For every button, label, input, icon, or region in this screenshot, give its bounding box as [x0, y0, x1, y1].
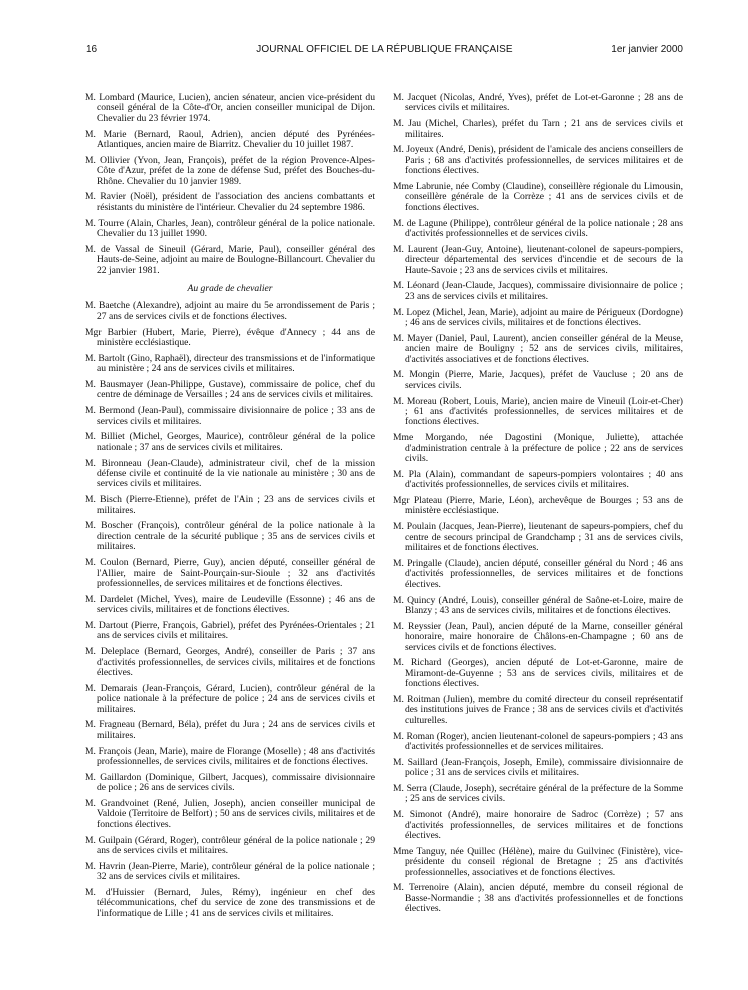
left-column: [85, 93, 375, 925]
list-item: M. Bartolt (Gino, Raphaël), directeur des transmissions et de l'informatique au ministère ; 24 ans de services civils et militaires.: [85, 352, 376, 375]
list-item: M. Dartout (Pierre, François, Gabriel), préfet des Pyrénées-Orientales ; 21 ans de services civils et militaires.: [85, 619, 375, 642]
list-item: M. Dardelet (Michel, Yves), maire de Leudeville (Essonne) ; 46 ans de services civils, militaires et de fonctions électives.: [85, 593, 375, 616]
list-item: M. François (Jean, Marie), maire de Florange (Moselle) ; 48 ans d'activités professionnelles, de services civils, militaires et de fonctions électives.: [85, 745, 375, 767]
list-item: M. d'Huissier (Bernard, Jules, Rémy), ingénieur en chef des télécommunications, chef du service de zone des transmissions et de l'informatique de Lille ; 41 ans de services civils et militaires.: [85, 886, 375, 919]
list-item: M. Billiet (Michel, Georges, Maurice), contrôleur général de la police nationale ; 37 ans de services civils et militaires.: [85, 431, 375, 453]
list-item: Mgr Barbier (Hubert, Marie, Pierre), évêque d'Annecy ; 44 ans de ministère ecclésiastique.: [85, 326, 375, 349]
list-item: M. Reyssier (Jean, Paul), ancien député de la Marne, conseiller général honoraire, maire honoraire de Châlons-en-Champagne ; 60 ans de services civils et de fonctions électives.: [393, 620, 683, 653]
list-item: M. Bausmayer (Jean-Philippe, Gustave), commissaire de police, chef du centre de déminage de Versailles ; 24 ans de services civils et militaires.: [85, 379, 375, 401]
page-number: 16: [86, 44, 98, 55]
left-bottom-entries: [85, 301, 375, 919]
issue-date: 1er janvier 2000: [611, 44, 683, 55]
list-item: M. Serra (Claude, Joseph), secrétaire général de la préfecture de la Somme ; 25 ans de services civils.: [393, 782, 683, 805]
list-item: M. Deleplace (Bernard, Georges, André), conseiller de Paris ; 37 ans d'activités professionnelles, de services civils, militaires et de fonctions électives.: [85, 646, 375, 678]
list-item: M. Bermond (Jean-Paul), commissaire divisionnaire de police ; 33 ans de services civils et militaires.: [85, 405, 375, 427]
list-item: M. Mayer (Daniel, Paul, Laurent), ancien conseiller général de la Meuse, ancien maire de Bouligny ; 52 ans de services civils, militaires, d'activités associatives et de fonctions électives.: [393, 332, 683, 365]
list-item: M. Marie (Bernard, Raoul, Adrien), ancien député des Pyrénées-Atlantiques, ancien maire de Biarritz. Chevalier du 10 juillet 1987.: [85, 128, 375, 151]
list-item: M. Bironneau (Jean-Claude), administrateur civil, chef de la mission défense civile et continuité de la vie nationale au ministère ; 30 ans de services civils et militaires.: [85, 457, 375, 490]
list-item: M. Havrin (Jean-Pierre, Marie), contrôleur général de la police nationale ; 32 ans de services civils et militaires.: [85, 860, 375, 883]
list-item: M. Tourre (Alain, Charles, Jean), contrôleur général de la police nationale. Chevalier du 13 juillet 1990.: [85, 217, 375, 240]
list-item: Mme Tanguy, née Quillec (Hélène), maire du Guilvinec (Finistère), vice-présidente du conseil régional de Bretagne ; 25 ans d'activités professionnelles, associatives et de fonctions électives.: [393, 845, 683, 878]
section-title: Au grade de chevalier: [187, 283, 273, 295]
page-header: [86, 44, 683, 60]
list-item: M. Grandvoinet (René, Julien, Joseph), ancien conseiller municipal de Valdoie (Territoire de Belfort) ; 50 ans de services civils, militaires et de fonctions électives.: [85, 797, 375, 830]
list-item: M. Laurent (Jean-Guy, Antoine), lieutenant-colonel de sapeurs-pompiers, directeur départemental des services d'incendie et de secours de la Haute-Savoie ; 23 ans de services civils et militaires.: [393, 243, 683, 276]
list-item: M. Pringalle (Claude), ancien député, conseiller général du Nord ; 46 ans d'activités professionnelles, de services militaires et de fonctions électives.: [393, 557, 683, 590]
list-item: M. Terrenoire (Alain), ancien député, membre du conseil régional de Basse-Normandie ; 38 ans d'activités professionnelles et de fonctions électives.: [393, 882, 683, 915]
list-item: M. Guilpain (Gérard, Roger), contrôleur général de la police nationale ; 29 ans de services civils et militaires.: [85, 834, 375, 856]
list-item: M. Lombard (Maurice, Lucien), ancien sénateur, ancien vice-président du conseil général de la Côte-d'Or, ancien conseiller municipal de Dijon. Chevalier du 23 février 1974.: [85, 92, 375, 124]
right-entries: [393, 93, 683, 915]
list-item: M. Poulain (Jacques, Jean-Pierre), lieutenant de sapeurs-pompiers, chef du centre de secours principal de Grandchamp ; 31 ans de services civils, militaires et de fonctions électives.: [393, 521, 683, 554]
list-item: M. Jau (Michel, Charles), préfet du Tarn ; 21 ans de services civils et militaires.: [393, 118, 683, 140]
list-item: M. Richard (Georges), ancien député de Lot-et-Garonne, maire de Miramont-de-Guyenne ; 53 ans de services civils, militaires et de fonctions électives.: [393, 657, 683, 690]
list-item: M. Joyeux (André, Denis), président de l'amicale des anciens conseillers de Paris ; 68 ans d'activités professionnelles, de services militaires et de fonctions électives.: [393, 144, 683, 177]
list-item: Mme Morgando, née Dagostini (Monique, Juliette), attachée d'administration centrale à la préfecture de police ; 22 ans de services civils.: [393, 432, 683, 465]
list-item: M. Bisch (Pierre-Etienne), préfet de l'Ain ; 23 ans de services civils et militaires.: [85, 494, 375, 516]
list-item: M. Mongin (Pierre, Marie, Jacques), préfet de Vaucluse ; 20 ans de services civils.: [393, 369, 683, 391]
list-item: M. Roman (Roger), ancien lieutenant-colonel de sapeurs-pompiers ; 43 ans d'activités professionnelles et de services militaires.: [393, 730, 683, 752]
list-item: M. Gaillardon (Dominique, Gilbert, Jacques), commissaire divisionnaire de police ; 26 ans de services civils.: [85, 771, 375, 794]
list-item: M. de Vassal de Sineuil (Gérard, Marie, Paul), conseiller général des Hauts-de-Seine, adjoint au maire de Boulogne-Billancourt. Chevalier du 22 janvier 1981.: [85, 243, 375, 276]
list-item: M. Boscher (François), contrôleur général de la police nationale à la direction centrale de la sécurité publique ; 35 ans de services civils et militaires.: [85, 520, 375, 553]
list-item: M. Pla (Alain), commandant de sapeurs-pompiers volontaires ; 40 ans d'activités professionnelles, de services civils et militaires.: [393, 468, 683, 491]
list-item: M. Demarais (Jean-François, Gérard, Lucien), contrôleur général de la police nationale à la préfecture de police ; 24 ans de services civils et militaires.: [85, 682, 375, 715]
list-item: M. Coulon (Bernard, Pierre, Guy), ancien député, conseiller général de l'Allier, maire de Saint-Pourçain-sur-Sioule ; 32 ans d'activités professionnelles, de services militaires et de fonctions électives.: [85, 557, 375, 589]
list-item: M. Ravier (Noël), président de l'association des anciens combattants et résistants du ministère de l'intérieur. Chevalier du 24 septembre 1986.: [85, 191, 375, 213]
list-item: M. Quincy (André, Louis), conseiller général de Saône-et-Loire, maire de Blanzy ; 43 ans de services civils, militaires et de fonctions électives.: [393, 594, 683, 616]
list-item: M. Ollivier (Yvon, Jean, François), préfet de la région Provence-Alpes-Côte d'Azur, préfet de la zone de défense Sud, préfet des Bouches-du-Rhône. Chevalier du 10 janvier 1989.: [85, 154, 375, 187]
list-item: M. de Lagune (Philippe), contrôleur général de la police nationale ; 28 ans d'activités professionnelles et de services civils.: [393, 217, 683, 240]
list-item: M. Moreau (Robert, Louis, Marie), ancien maire de Vineuil (Loir-et-Cher) ; 61 ans d'activités professionnelles, de services militaires et de fonctions électives.: [393, 395, 683, 428]
journal-title: JOURNAL OFFICIEL DE LA RÉPUBLIQUE FRANÇAISE: [256, 44, 513, 55]
list-item: M. Lopez (Michel, Jean, Marie), adjoint au maire de Périgueux (Dordogne) ; 46 ans de services civils, militaires et de fonctions électives.: [393, 306, 683, 329]
list-item: M. Saillard (Jean-François, Joseph, Emile), commissaire divisionnaire de police ; 31 ans de services civils et militaires.: [393, 756, 683, 779]
right-column: [393, 93, 683, 920]
list-item: M. Roitman (Julien), membre du comité directeur du conseil représentatif des institutions juives de France ; 38 ans de services civils et d'activités culturelles.: [393, 693, 683, 726]
list-item: M. Léonard (Jean-Claude, Jacques), commissaire divisionnaire de police ; 23 ans de services civils et militaires.: [393, 280, 683, 302]
list-item: M. Baetche (Alexandre), adjoint au maire du 5e arrondissement de Paris ; 27 ans de services civils et de fonctions électives.: [85, 300, 375, 322]
list-item: Mme Labrunie, née Comby (Claudine), conseillère régionale du Limousin, conseillère générale de la Corrèze ; 41 ans de services civils et de fonctions électives.: [393, 181, 683, 213]
list-item: M. Fragneau (Bernard, Béla), préfet du Jura ; 24 ans de services civils et militaires.: [85, 719, 375, 741]
list-item: Mgr Plateau (Pierre, Marie, Léon), archevêque de Bourges ; 53 ans de ministère ecclésiastique.: [393, 495, 683, 517]
list-item: M. Jacquet (Nicolas, André, Yves), préfet de Lot-et-Garonne ; 28 ans de services civils et militaires.: [393, 92, 683, 114]
list-item: M. Simonot (André), maire honoraire de Sadroc (Corrèze) ; 57 ans d'activités professionnelles, de services militaires et de fonctions électives.: [393, 809, 683, 841]
left-top-entries: [85, 93, 375, 276]
